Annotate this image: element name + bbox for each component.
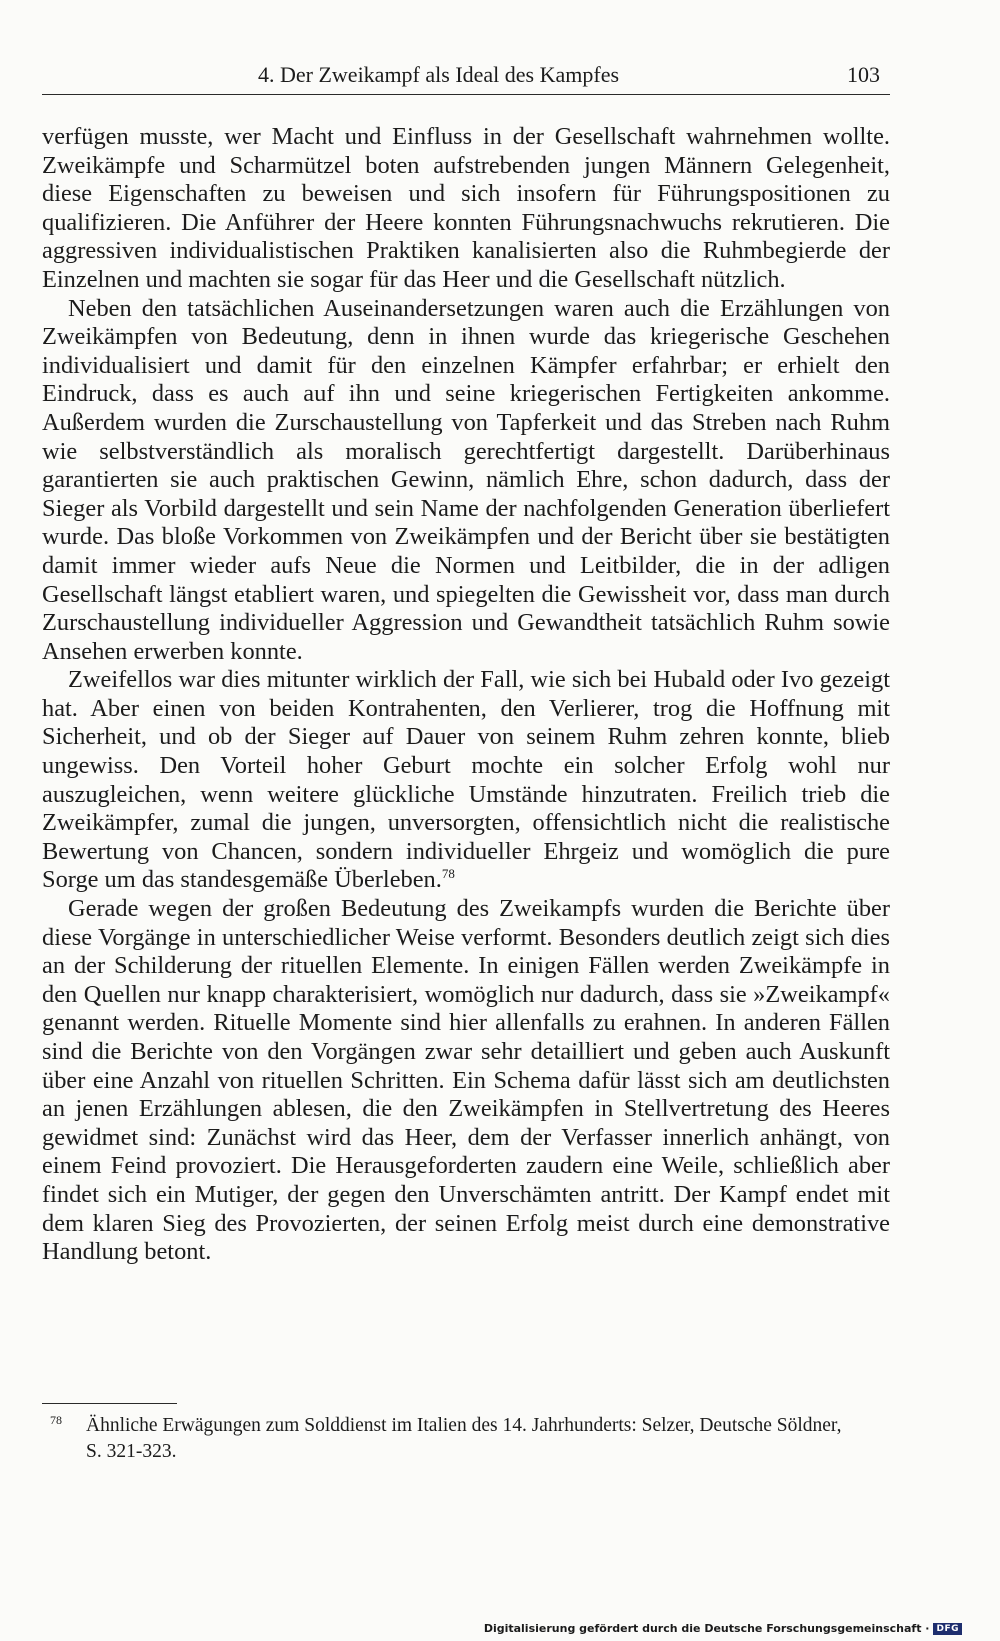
body-text: [42, 123, 890, 1267]
paragraph-2: Neben den tatsächlichen Auseinandersetzungen waren auch die Erzählungen von Zweikämpfen von Bedeutung, denn in ihnen wurde das kriegerische Geschehen individualisiert und damit für den einzelnen Kämpfer erfahrbar; er erhielt den Eindruck, dass es auch auf ihn und seine kriegerischen Fertigkeiten ankomme. Außerdem wurden die Zurschaustellung von Tapferkeit und das Streben nach Ruhm wie selbstverständlich als moralisch gerechtfertigt dargestellt. Darüberhinaus garantierten sie auch praktischen Gewinn, nämlich Ehre, schon dadurch, dass der Sieger als Vorbild dargestellt und sein Name der nachfolgenden Generation überliefert wurde. Das bloße Vorkommen von Zweikämpfen und der Bericht über sie bestätigten damit immer wieder aufs Neue die Normen und Leitbilder, die in der adligen Gesellschaft längst etabliert waren, und spiegelten die Gewissheit vor, dass man durch Zurschaustellung individueller Aggression und Gewandtheit tatsächlich Ruhm sowie Ansehen erwerben konnte.: [42, 294, 890, 665]
footnote: [42, 1413, 890, 1465]
footnote-divider: [42, 1403, 177, 1404]
footnote-line-1: 78 Ähnliche Erwägungen zum Solddienst im Italien des 14. Jahrhunderts: Selzer, Deutsche Söldner,: [50, 1413, 842, 1436]
footnote-reference[interactable]: 78: [441, 866, 455, 882]
dfg-logo-icon: DFG: [933, 1623, 962, 1635]
page-number: 103: [847, 62, 880, 87]
paragraph-3-text: Zweifellos war dies mitunter wirklich der Fall, wie sich bei Hubald oder Ivo gezeigt hat. Aber einen von beiden Kontrahenten, den Verlierer, trog die Hoffnung mit Sicherheit, und ob der Sieger auf Dauer von seinem Ruhm zehren konnte, blieb ungewiss. Den Vorteil hoher Geburt mochte ein solcher Erfolg wohl nur auszugleichen, wenn weitere glückliche Umstände hinzutraten. Freilich trieb die Zweikämpfer, zumal die jungen, unversorgten, offensichtlich nicht die realistische Bewertung von Chancen, sondern individueller Ehrgeiz und womöglich die pure Sorge um das standesgemäße Überleben.: [42, 666, 890, 894]
paragraph-3: [42, 666, 890, 895]
book-page: [42, 60, 890, 1267]
footnote-text: Ähnliche Erwägungen zum Solddienst im Italien des 14. Jahrhunderts: Selzer, Deutsche Söldner,: [86, 1415, 842, 1436]
paragraph-1: verfügen musste, wer Macht und Einfluss in der Gesellschaft wahrnehmen wollte. Zweikämpfe und Scharmützel boten aufstrebenden jungen Männern Gelegenheit, diese Eigenschaften zu beweisen und sich insofern für Führungspositionen zu qualifizieren. Die Anführer der Heere konnten Führungsnachwuchs rekrutieren. Die aggressiven individualistischen Praktiken kanalisierten also die Ruhmbegierde der Einzelnen und machten sie sogar für das Heer und die Gesellschaft nützlich.: [42, 123, 890, 293]
chapter-title: 4. Der Zweikampf als Ideal des Kampfes: [258, 62, 620, 87]
digitization-credit: [484, 1622, 962, 1635]
paragraph-4: Gerade wegen der großen Bedeutung des Zweikampfs wurden die Berichte über diese Vorgänge in unterschiedlicher Weise verformt. Besonders deutlich zeigt sich dies an der Schilderung der rituellen Elemente. In einigen Fällen werden Zweikämpfe in den Quellen nur knapp charakterisiert, womöglich nur dadurch, dass sie »Zweikampf« genannt werden. Rituelle Momente sind hier allenfalls zu erahnen. In anderen Fällen sind die Berichte von den Vorgängen zwar sehr detailliert und geben auch Auskunft über eine Anzahl von rituellen Schritten. Ein Schema dafür lässt sich am deutlichsten an jenen Erzählungen ablesen, die den Zweikämpfen in Stellvertretung des Heeres gewidmet sind: Zunächst wird das Heer, dem der Verfasser innerlich anhängt, von einem Feind provoziert. Die Herausgeforderten zaudern eine Weile, schließlich aber findet sich ein Mutiger, der gegen den Unverschämten antritt. Der Kampf endet mit dem klaren Sieg des Provozierten, der seinen Erfolg meist durch eine demonstrative Handlung betont.: [42, 895, 890, 1266]
credit-text: Digitalisierung gefördert durch die Deutsche Forschungsgemeinschaft ·: [483, 1622, 930, 1635]
footnote-line-2: S. 321-323.: [86, 1441, 177, 1462]
running-head: [42, 60, 890, 95]
